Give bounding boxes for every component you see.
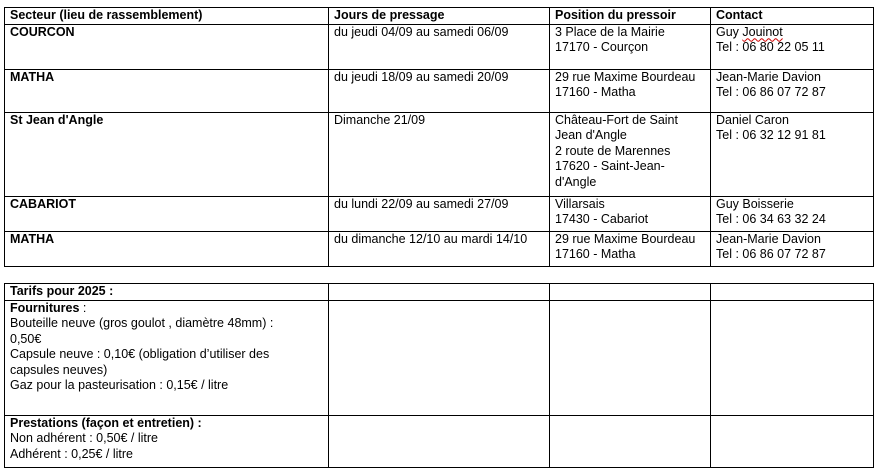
position-line: Jean d'Angle [555,128,627,142]
table-row [5,69,874,112]
sector-cell: MATHA [5,69,329,112]
contact-cell [711,112,874,196]
contact-name [716,25,869,41]
days-cell: du dimanche 12/10 au mardi 14/10 [329,231,550,266]
days-cell: du jeudi 04/09 au samedi 06/09 [329,24,550,69]
fournitures-cell [5,300,329,415]
position-line: 17170 - Courçon [555,40,649,54]
contact-cell [711,24,874,69]
contact-name: Daniel Caron [716,112,789,127]
tarifs-table [4,283,874,468]
position-cell [550,112,711,196]
position-line: 17160 - Matha [555,247,636,261]
contact-cell [711,69,874,112]
empty-cell [329,300,550,415]
fournitures-heading [10,301,324,317]
position-cell [550,69,711,112]
position-line: Villarsais [555,196,605,211]
empty-cell [329,415,550,467]
position-line: 17620 - Saint-Jean- [555,159,665,173]
contact-name: Jean-Marie Davion [716,69,821,84]
empty-cell [550,415,711,467]
sector-cell: MATHA [5,231,329,266]
empty-cell [550,284,711,301]
prestations-row [5,415,874,467]
fournitures-line: Gaz pour la pasteurisation : 0,15€ / litre [10,378,229,392]
empty-cell [711,415,874,467]
tarifs-title: Tarifs pour 2025 : [5,284,329,301]
table-row [5,112,874,196]
days-cell: Dimanche 21/09 [329,112,550,196]
empty-cell [329,284,550,301]
fournitures-row [5,300,874,415]
empty-cell [711,284,874,301]
fournitures-heading-suffix: : [79,300,87,315]
contact-name: Guy Boisserie [716,196,794,211]
contact-first-name: Guy [716,24,743,39]
tarifs-title-row [5,284,874,301]
sector-cell: St Jean d'Angle [5,112,329,196]
sector-cell: COURCON [5,24,329,69]
table-row [5,196,874,231]
contact-phone: Tel : 06 86 07 72 87 [716,85,826,99]
position-line: 29 rue Maxime Bourdeau [555,231,696,246]
days-cell: du jeudi 18/09 au samedi 20/09 [329,69,550,112]
table-row [5,24,874,69]
sector-cell: CABARIOT [5,196,329,231]
contact-phone: Tel : 06 86 07 72 87 [716,247,826,261]
header-days: Jours de pressage [329,8,550,25]
contact-name: Jean-Marie Davion [716,231,821,246]
header-contact: Contact [711,8,874,25]
pressing-schedule-table [4,7,874,267]
contact-phone: Tel : 06 32 12 91 81 [716,128,826,142]
header-position: Position du pressoir [550,8,711,25]
fournitures-line: Bouteille neuve (gros goulot , diamètre 48mm) : [10,316,274,330]
empty-cell [711,300,874,415]
empty-cell [550,300,711,415]
days-cell: du lundi 22/09 au samedi 27/09 [329,196,550,231]
fournitures-heading-label: Fournitures [10,300,80,315]
position-line: 17160 - Matha [555,85,636,99]
table-header-row [5,8,874,25]
table-row [5,231,874,266]
position-cell [550,231,711,266]
fournitures-line: Capsule neuve : 0,10€ (obligation d’utiliser des [10,347,270,361]
position-line: 2 route de Marennes [555,143,671,158]
position-line: d'Angle [555,174,597,189]
prestations-cell [5,415,329,467]
position-line: 29 rue Maxime Bourdeau [555,69,696,84]
contact-cell [711,196,874,231]
position-line: Château-Fort de Saint [555,112,678,127]
header-sector: Secteur (lieu de rassemblement) [5,8,329,25]
prestations-heading: Prestations (façon et entretien) : [10,415,202,430]
prestations-line: Adhérent : 0,25€ / litre [10,446,133,461]
position-cell [550,24,711,69]
spellcheck-flagged-word: Jouinot [742,24,783,39]
contact-phone: Tel : 06 80 22 05 11 [716,40,825,54]
fournitures-line: 0,50€ [10,331,42,346]
position-cell [550,196,711,231]
contact-phone: Tel : 06 34 63 32 24 [716,212,826,226]
fournitures-line: capsules neuves) [10,362,108,377]
position-line: 3 Place de la Mairie [555,24,665,39]
position-line: 17430 - Cabariot [555,212,649,226]
prestations-line: Non adhérent : 0,50€ / litre [10,431,159,445]
contact-cell [711,231,874,266]
